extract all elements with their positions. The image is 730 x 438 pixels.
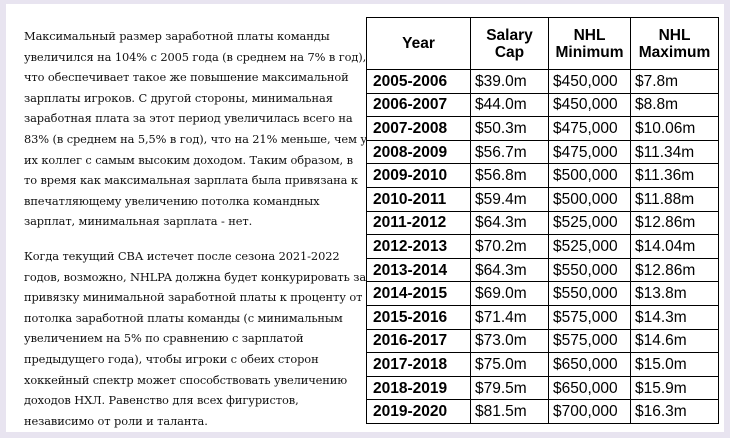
table-row <box>367 400 719 424</box>
header-label-line: Year <box>402 35 435 52</box>
cell-nhl-maximum: $11.36m <box>631 164 719 188</box>
cell-salary-cap: $44.0m <box>471 93 549 117</box>
cell-nhl-maximum: $15.0m <box>631 353 719 377</box>
cell-salary-cap: $59.4m <box>471 187 549 211</box>
cell-nhl-minimum: $575,000 <box>549 305 631 329</box>
cell-nhl-minimum: $500,000 <box>549 164 631 188</box>
header-label-line: Minimum <box>555 43 624 61</box>
cell-nhl-minimum: $525,000 <box>549 211 631 235</box>
table-row <box>367 211 719 235</box>
cell-year: 2019-2020 <box>367 400 471 424</box>
header-nhl-minimum <box>549 18 631 70</box>
table-row <box>367 235 719 259</box>
cell-year: 2011-2012 <box>367 211 471 235</box>
cell-nhl-maximum: $11.34m <box>631 140 719 164</box>
cell-nhl-maximum: $15.9m <box>631 376 719 400</box>
table-row <box>367 93 719 117</box>
cell-nhl-minimum: $525,000 <box>549 235 631 259</box>
cell-year: 2015-2016 <box>367 305 471 329</box>
cell-year: 2017-2018 <box>367 353 471 377</box>
cell-nhl-maximum: $16.3m <box>631 400 719 424</box>
cell-salary-cap: $64.3m <box>471 211 549 235</box>
cell-salary-cap: $75.0m <box>471 353 549 377</box>
cell-year: 2018-2019 <box>367 376 471 400</box>
cell-nhl-maximum: $14.04m <box>631 235 719 259</box>
header-label-line: Salary <box>486 26 533 44</box>
header-label-line: Cap <box>494 43 525 61</box>
cell-year: 2010-2011 <box>367 187 471 211</box>
cell-nhl-minimum: $550,000 <box>549 282 631 306</box>
cell-nhl-minimum: $450,000 <box>549 93 631 117</box>
cell-year: 2005-2006 <box>367 70 471 94</box>
cell-year: 2006-2007 <box>367 93 471 117</box>
cell-nhl-maximum: $14.3m <box>631 305 719 329</box>
cell-nhl-maximum: $12.86m <box>631 211 719 235</box>
cell-nhl-maximum: $7.8m <box>631 70 719 94</box>
cell-year: 2013-2014 <box>367 258 471 282</box>
header-salary-cap <box>471 18 549 70</box>
article-text <box>24 26 369 438</box>
table-row <box>367 282 719 306</box>
header-label-line: NHL <box>658 26 691 44</box>
table-row <box>367 140 719 164</box>
table-row <box>367 329 719 353</box>
cell-year: 2007-2008 <box>367 117 471 141</box>
cell-salary-cap: $81.5m <box>471 400 549 424</box>
cell-salary-cap: $70.2m <box>471 235 549 259</box>
table-row <box>367 187 719 211</box>
cell-salary-cap: $79.5m <box>471 376 549 400</box>
cell-year: 2008-2009 <box>367 140 471 164</box>
cell-salary-cap: $39.0m <box>471 70 549 94</box>
cell-nhl-maximum: $13.8m <box>631 282 719 306</box>
header-nhl-maximum <box>631 18 719 70</box>
table-header-row <box>367 18 719 70</box>
header-label-line: Maximum <box>638 43 711 61</box>
cell-nhl-maximum: $8.8m <box>631 93 719 117</box>
cell-salary-cap: $64.3m <box>471 258 549 282</box>
cell-salary-cap: $73.0m <box>471 329 549 353</box>
cell-salary-cap: $50.3m <box>471 117 549 141</box>
cell-nhl-minimum: $500,000 <box>549 187 631 211</box>
cell-year: 2009-2010 <box>367 164 471 188</box>
header-label-line: NHL <box>573 26 606 44</box>
cell-nhl-maximum: $10.06m <box>631 117 719 141</box>
cell-nhl-maximum: $11.88m <box>631 187 719 211</box>
cell-year: 2016-2017 <box>367 329 471 353</box>
paragraph-2: Когда текущий СВА истечет после сезона 2021-2022 годов, возможно, NHLPA должна будет конкурировать за привязку минимальной заработной платы к проценту от потолка заработной платы команды (с минимальным увеличением на 5% по сравнению с зарплатой предыдущего года), чтобы игроки с обеих сторон хоккейный спектр может способствовать увеличению доходов НХЛ. Равенство для всех фигуристов, независимо от роли и таланта. <box>24 248 367 428</box>
cell-nhl-minimum: $475,000 <box>549 140 631 164</box>
cell-nhl-minimum: $700,000 <box>549 400 631 424</box>
table-row <box>367 258 719 282</box>
cell-salary-cap: $56.8m <box>471 164 549 188</box>
cell-nhl-minimum: $650,000 <box>549 353 631 377</box>
table-row <box>367 353 719 377</box>
paragraph-1: Максимальный размер заработной платы команды увеличился на 104% с 2005 года (в среднем на 7% в год), что обеспечивает такое же повышение максимальной зарплаты игроков. С другой стороны, минимальная заработная плата за этот период увеличилась всего на 83% (в среднем на 5,5% в год), что на 21% меньше, чем у их коллег с самым высоким доходом. Таким образом, в то время как максимальная зарплата была привязана к впечатляющему увеличению потолка командных зарплат, минимальная зарплата - нет. <box>24 29 367 229</box>
salary-table-container <box>366 17 719 424</box>
cell-year: 2014-2015 <box>367 282 471 306</box>
cell-nhl-minimum: $575,000 <box>549 329 631 353</box>
cell-salary-cap: $69.0m <box>471 282 549 306</box>
salary-table <box>366 17 719 424</box>
cell-salary-cap: $56.7m <box>471 140 549 164</box>
table-row <box>367 305 719 329</box>
cell-nhl-maximum: $12.86m <box>631 258 719 282</box>
cell-nhl-maximum: $14.6m <box>631 329 719 353</box>
cell-salary-cap: $71.4m <box>471 305 549 329</box>
table-row <box>367 164 719 188</box>
cell-nhl-minimum: $650,000 <box>549 376 631 400</box>
header-year <box>367 18 471 70</box>
cell-year: 2012-2013 <box>367 235 471 259</box>
table-row <box>367 70 719 94</box>
cell-nhl-minimum: $475,000 <box>549 117 631 141</box>
table-row <box>367 117 719 141</box>
cell-nhl-minimum: $550,000 <box>549 258 631 282</box>
table-row <box>367 376 719 400</box>
cell-nhl-minimum: $450,000 <box>549 70 631 94</box>
